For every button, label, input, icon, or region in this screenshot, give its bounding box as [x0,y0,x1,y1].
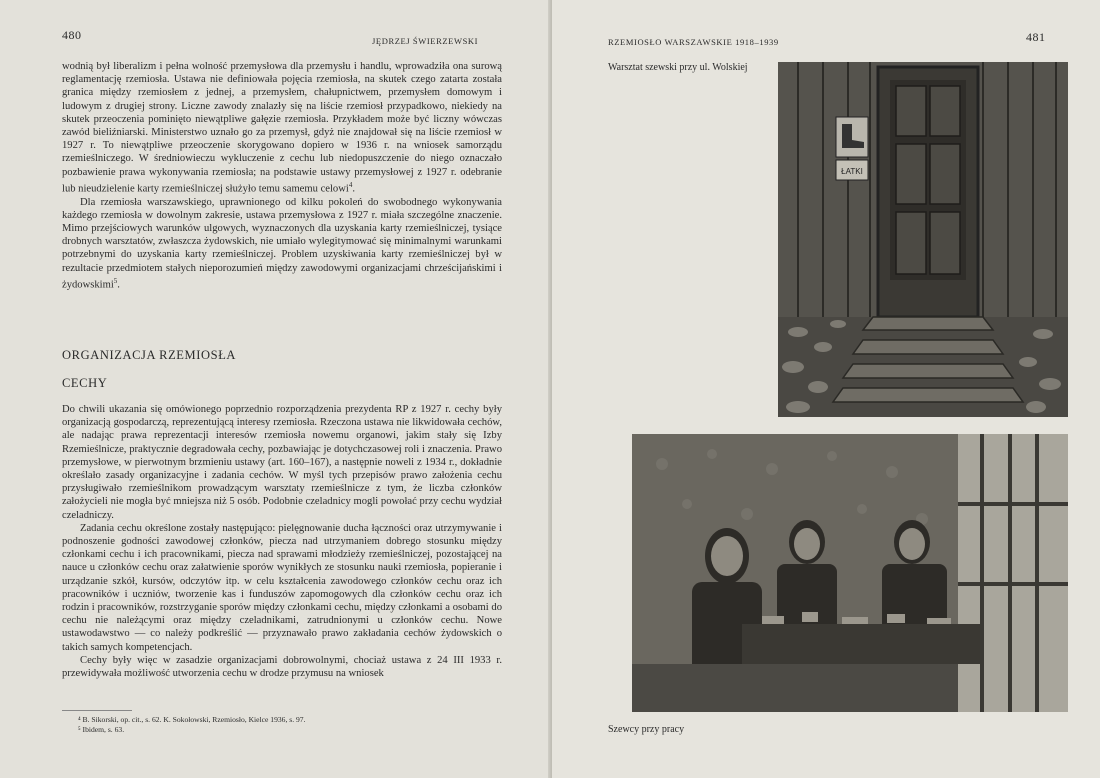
body-text-bottom [62,403,502,680]
footnote-rule [62,710,132,711]
paragraph-3: Do chwili ukazania się omówionego poprzednio rozporządzenia prezydenta RP z 1927 r. cechy były organizacją gospodarczą, reprezentującą interesy rzemiosła. Rzeczona ustawa nie likwidowała cechów, ale nadając prawa reprezentacji interesów rzemiosła nowemu organowi, jakim stały się Izby Rzemieślnicze, praktycznie degradowała cechy, pozbawiając je dotychczasowej roli i znaczenia. Prawo przemysłowe, w pierwotnym brzmieniu ustawy (art. 160–167), a następnie noweli z 1934 r., dokładnie określało zasady organizacyjne i zadania cechów. W myśl tych przepisów prawo założenia cechu przysługiwało rzemieślnikom prowadzącym warsztaty rzemieślnicze z tym, że liczba członków założycieli nie mogła być mniejsza niż 5 osób. Podobnie czeladnicy mogli powołać przy cechu wydział czeladniczy. [62,404,502,521]
shoe-sign-icon [836,117,868,180]
body-text-top [62,60,502,292]
paragraph-4: Zadania cechu określone zostały następująco: pielęgnowanie ducha łączności oraz utrzymywanie i podnoszenie godności zawodowej członków, piecza nad utrzymaniem dobrego stosunku między członkami cechu i ich pracownikami, piecza nad sprawami młodzieży rzemieślniczej, pozostającej na nauce u członków cechu oraz załatwienie sporów wynikłych ze stosunku nauki rzemiosła, popieranie i urządzanie szkół, kursów, odczytów itp. w celu kształcenia zawodowego członków cechu oraz ich pracowników i uczniów, tworzenie kas i funduszów zapomogowych dla członków cechu oraz ich rodzin i pracowników, rozstrzyganie sporów między członkami cechu, między członkami a osobami do cechu nie należącymi oraz między czeladnikami, zatrudnionymi u członków cechu. Nowe ustawodawstwo — co należy podkreślić — przyznawało prawo zakładania cechów żydowskich o takich samych kompetencjach. [62,522,502,653]
footnote-ref-4: 4 [348,180,353,189]
subsection-heading: CECHY [62,376,108,390]
paragraph-5: Cechy były więc w zasadzie organizacjami dobrowolnymi, chociaż ustawa z 24 III 1933 r. przewidywała możliwość utworzenia cechu w drodze przymusu na wniosek [62,654,502,680]
footnote-ref-5: 5 [113,276,118,285]
photo-workshop-doorway [778,62,1068,417]
page-number-left: 480 [62,28,82,42]
section-heading: ORGANIZACJA RZEMIOSŁA [62,348,237,362]
photo-caption-top: Warsztat szewski przy ul. Wolskiej [608,62,748,73]
running-head-right: RZEMIOSŁO WARSZAWSKIE 1918–1939 [608,37,779,47]
running-head-left: JĘDRZEJ ŚWIERZEWSKI [372,36,479,46]
footnotes [78,715,306,735]
paragraph-2: Dla rzemiosła warszawskiego, uprawnionego od kilku pokoleń do swobodnego wykonywania każdego rzemiosła w dowolnym zakresie, ustawa przemysłowa z 1927 r. miała szczególne znaczenie. Mimo przejściowych warunków ulgowych, wyznaczonych dla uzyskania karty rzemieślniczej, tysiące drobnych warsztatów, zwłaszcza żydowskich, nie umiało wylegitymować się minimalnymi warunkami potrzebnymi do uzyskania karty rzemieślniczej. Problem uzyskiwania karty rzemieślniczej był w rezultacie przedmiotem stałych nieporozumień między zawodowymi organizacjami chrześcijańskimi i żydowskimi$^5$. [62,196,502,291]
footnote-4: ⁴ B. Sikorski, op. cit., s. 62. K. Sokołowski, Rzemiosło, Kielce 1936, s. 97. [78,715,306,724]
page-number-right: 481 [1026,30,1046,44]
paragraph-1: wodnią był liberalizm i pełna wolność przemysłowa dla przemysłu i handlu, wprowadziła ona surową reglamentację rzemiosła. Ustawa nie definiowała pojęcia rzemiosła, na skutek czego zatarta została granica między rzemiosłem z jednej, a przemysłem, chałupnictwem, przemysłem domowym i ludowym z drugiej strony. Liczne zawody znalazły się na liście rzemiosł przypadkowo, niekiedy na skutek przeoczenia pominięto niewątpliwe gałęzie rzemiosła. Przykładem może być liczny wówczas zawód bieliźniarski. Ministerstwo uznało go za przemysł, gdyż nie znajdował się na liście rzemiosł w 1927 r. To niewątpliwe przeoczenie skorygowano dopiero w 1936 r. na wniosek samorządu rzemieślniczego. W średniowieczu wykluczenie z cechu lub niedopuszczenie do niego oznaczało pozbawienie prawa wykonywania rzemiosła; na podstawie ustawy przemysłowej z 1927 r. odebranie lub nieudzielenie karty rzemieślniczej służyło temu samemu celowi$^4$. [62,61,502,195]
right-page [552,0,1100,778]
sign-text: ŁATKI [841,167,863,176]
photo-shoemakers-at-work [632,434,1068,712]
footnote-5: ⁵ Ibidem, s. 63. [78,725,125,734]
photo-caption-bottom: Szewcy przy pracy [608,724,685,735]
